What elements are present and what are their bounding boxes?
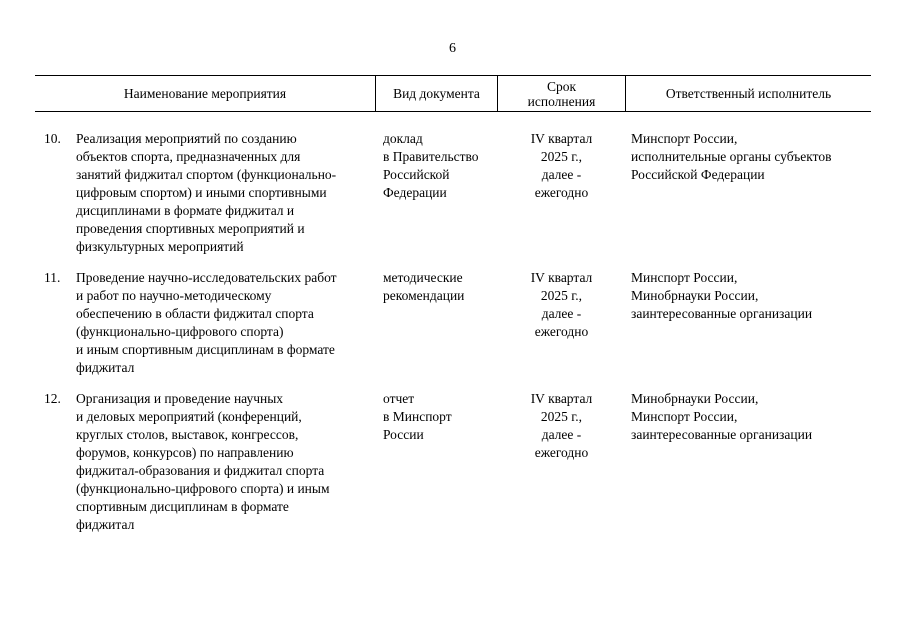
table-header-bottom-rule [35,111,871,112]
row-event-name: Проведение научно-исследовательских работ и работ по научно-методическому обеспечению в области фиджитал спорта (функционально-цифрового спорта) и иным спортивным дисциплинам в формате фиджитал [76,270,337,375]
row-executor: Минспорт России, исполнительные органы субъектов Российской Федерации [631,131,832,182]
row-executor: Минобрнауки России, Минспорт России, заинтересованные организации [631,391,813,442]
header-name: Наименование мероприятия [123,86,287,101]
header-doc-type: Вид документа [393,86,480,101]
row-event-name: Организация и проведение научных и деловых мероприятий (конференций, круглых столов, выставок, конгрессов, форумов, конкурсов) по направлению фиджитал-образования и фиджитал спорта (функционально-цифрового спорта) и иным спортивным дисциплинам в формате фиджитал [76,391,330,532]
row-number: 12. [44,391,61,406]
row-number: 10. [44,131,61,146]
page-number: 6 [449,41,456,56]
row-number: 11. [44,270,61,285]
row-term: IV квартал 2025 г., далее - ежегодно [530,391,593,460]
row-doc-type: методические рекомендации [383,270,465,303]
row-term: IV квартал 2025 г., далее - ежегодно [530,131,593,200]
row-term: IV квартал 2025 г., далее - ежегодно [530,270,593,339]
header-executor: Ответственный исполнитель [665,86,832,101]
row-doc-type: отчет в Минспорт России [383,391,452,442]
row-event-name: Реализация мероприятий по созданию объектов спорта, предназначенных для занятий фиджитал спортом (функционально- цифровым спортом) и иными спортивными дисциплинами в формате фиджитал и проведения спортивных мероприятий и физкультурных мероприятий [76,131,337,254]
header-term: Срок исполнения [527,78,596,109]
row-doc-type: доклад в Правительство Российской Федерации [383,131,479,200]
row-executor: Минспорт России, Минобрнауки России, заинтересованные организации [631,270,813,321]
